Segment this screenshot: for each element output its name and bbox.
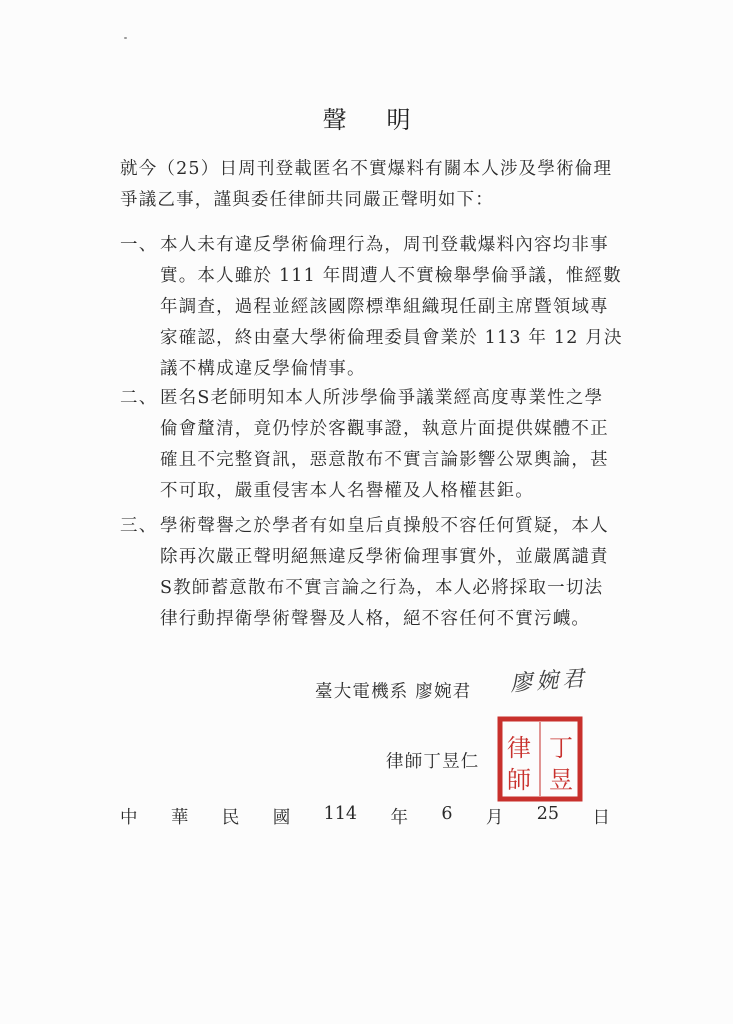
item-number: 二、	[120, 388, 158, 408]
statement-item-2	[120, 383, 620, 507]
item-line: 家確認，終由臺大學術倫理委員會業於 113 年 12 月決	[160, 328, 623, 348]
item-line: 匿名S老師明知本人所涉學倫爭議業經高度專業性之學	[160, 388, 604, 408]
date-line	[120, 804, 610, 829]
intro-paragraph	[120, 154, 620, 216]
item-line: 實。本人雖於 111 年間遭人不實檢舉學倫爭議，惟經數	[160, 266, 622, 286]
item-number: 一、	[120, 235, 158, 255]
item-line: 除再次嚴正聲明絕無違反學術倫理事實外，並嚴厲譴責	[160, 547, 609, 567]
handwritten-signature: 廖婉君	[509, 666, 589, 697]
item-line: S教師蓄意散布不實言論之行為，本人必將採取一切法	[160, 578, 604, 598]
intro-line: 爭議乙事，謹與委任律師共同嚴正聲明如下：	[120, 190, 494, 210]
item-line: 倫會釐清，竟仍悖於客觀事證，執意片面提供媒體不正	[160, 419, 609, 439]
item-number: 三、	[120, 516, 158, 536]
date-month: 6	[441, 804, 453, 824]
item-line: 律行動捍衛學術聲譽及人格，絕不容任何不實污衊。	[160, 609, 591, 629]
statement-item-1	[120, 230, 623, 385]
lawyer-name: 律師丁昱仁	[386, 752, 480, 772]
date-era-char: 國	[272, 808, 291, 828]
seal-text-right: 丁	[549, 734, 573, 762]
item-line: 不可取，嚴重侵害本人名譽權及人格權甚鉅。	[160, 481, 534, 501]
date-era-char: 中	[120, 808, 138, 828]
item-line: 議不構成違反學倫情事。	[160, 359, 366, 379]
seal-text-right-2: 昱	[549, 766, 573, 794]
lawyer-seal-stamp	[497, 716, 583, 802]
date-day: 25	[536, 804, 560, 824]
item-line: 年調查，過程並經該國際標準組織現任副主席暨領域專	[160, 297, 609, 317]
item-line: 本人未有違反學術倫理行為，周刊登載爆料內容均非事	[160, 235, 609, 255]
date-year: 114	[323, 804, 358, 824]
item-body	[160, 511, 620, 635]
document-title: 聲明	[322, 106, 451, 134]
date-era-char: 華	[170, 808, 189, 828]
intro-line: 就今（25）日周刊登載匿名不實爆料有關本人涉及學術倫理	[120, 159, 613, 179]
item-line: 學術聲譽之於學者有如皇后貞操般不容任何質疑，本人	[160, 516, 609, 536]
date-era-char: 民	[221, 808, 240, 828]
seal-text-left: 律	[507, 734, 531, 762]
item-body	[160, 230, 623, 385]
item-line: 確且不完整資訊，惡意散布不實言論影響公眾輿論，甚	[160, 450, 609, 470]
scan-speck	[124, 37, 127, 39]
seal-text-left-2: 師	[507, 766, 531, 794]
signatory-name: 臺大電機系 廖婉君	[315, 682, 472, 702]
date-year-unit: 年	[390, 808, 408, 828]
date-month-unit: 月	[485, 808, 504, 828]
date-day-unit: 日	[592, 808, 610, 828]
item-body	[160, 383, 620, 507]
statement-item-3	[120, 511, 620, 635]
